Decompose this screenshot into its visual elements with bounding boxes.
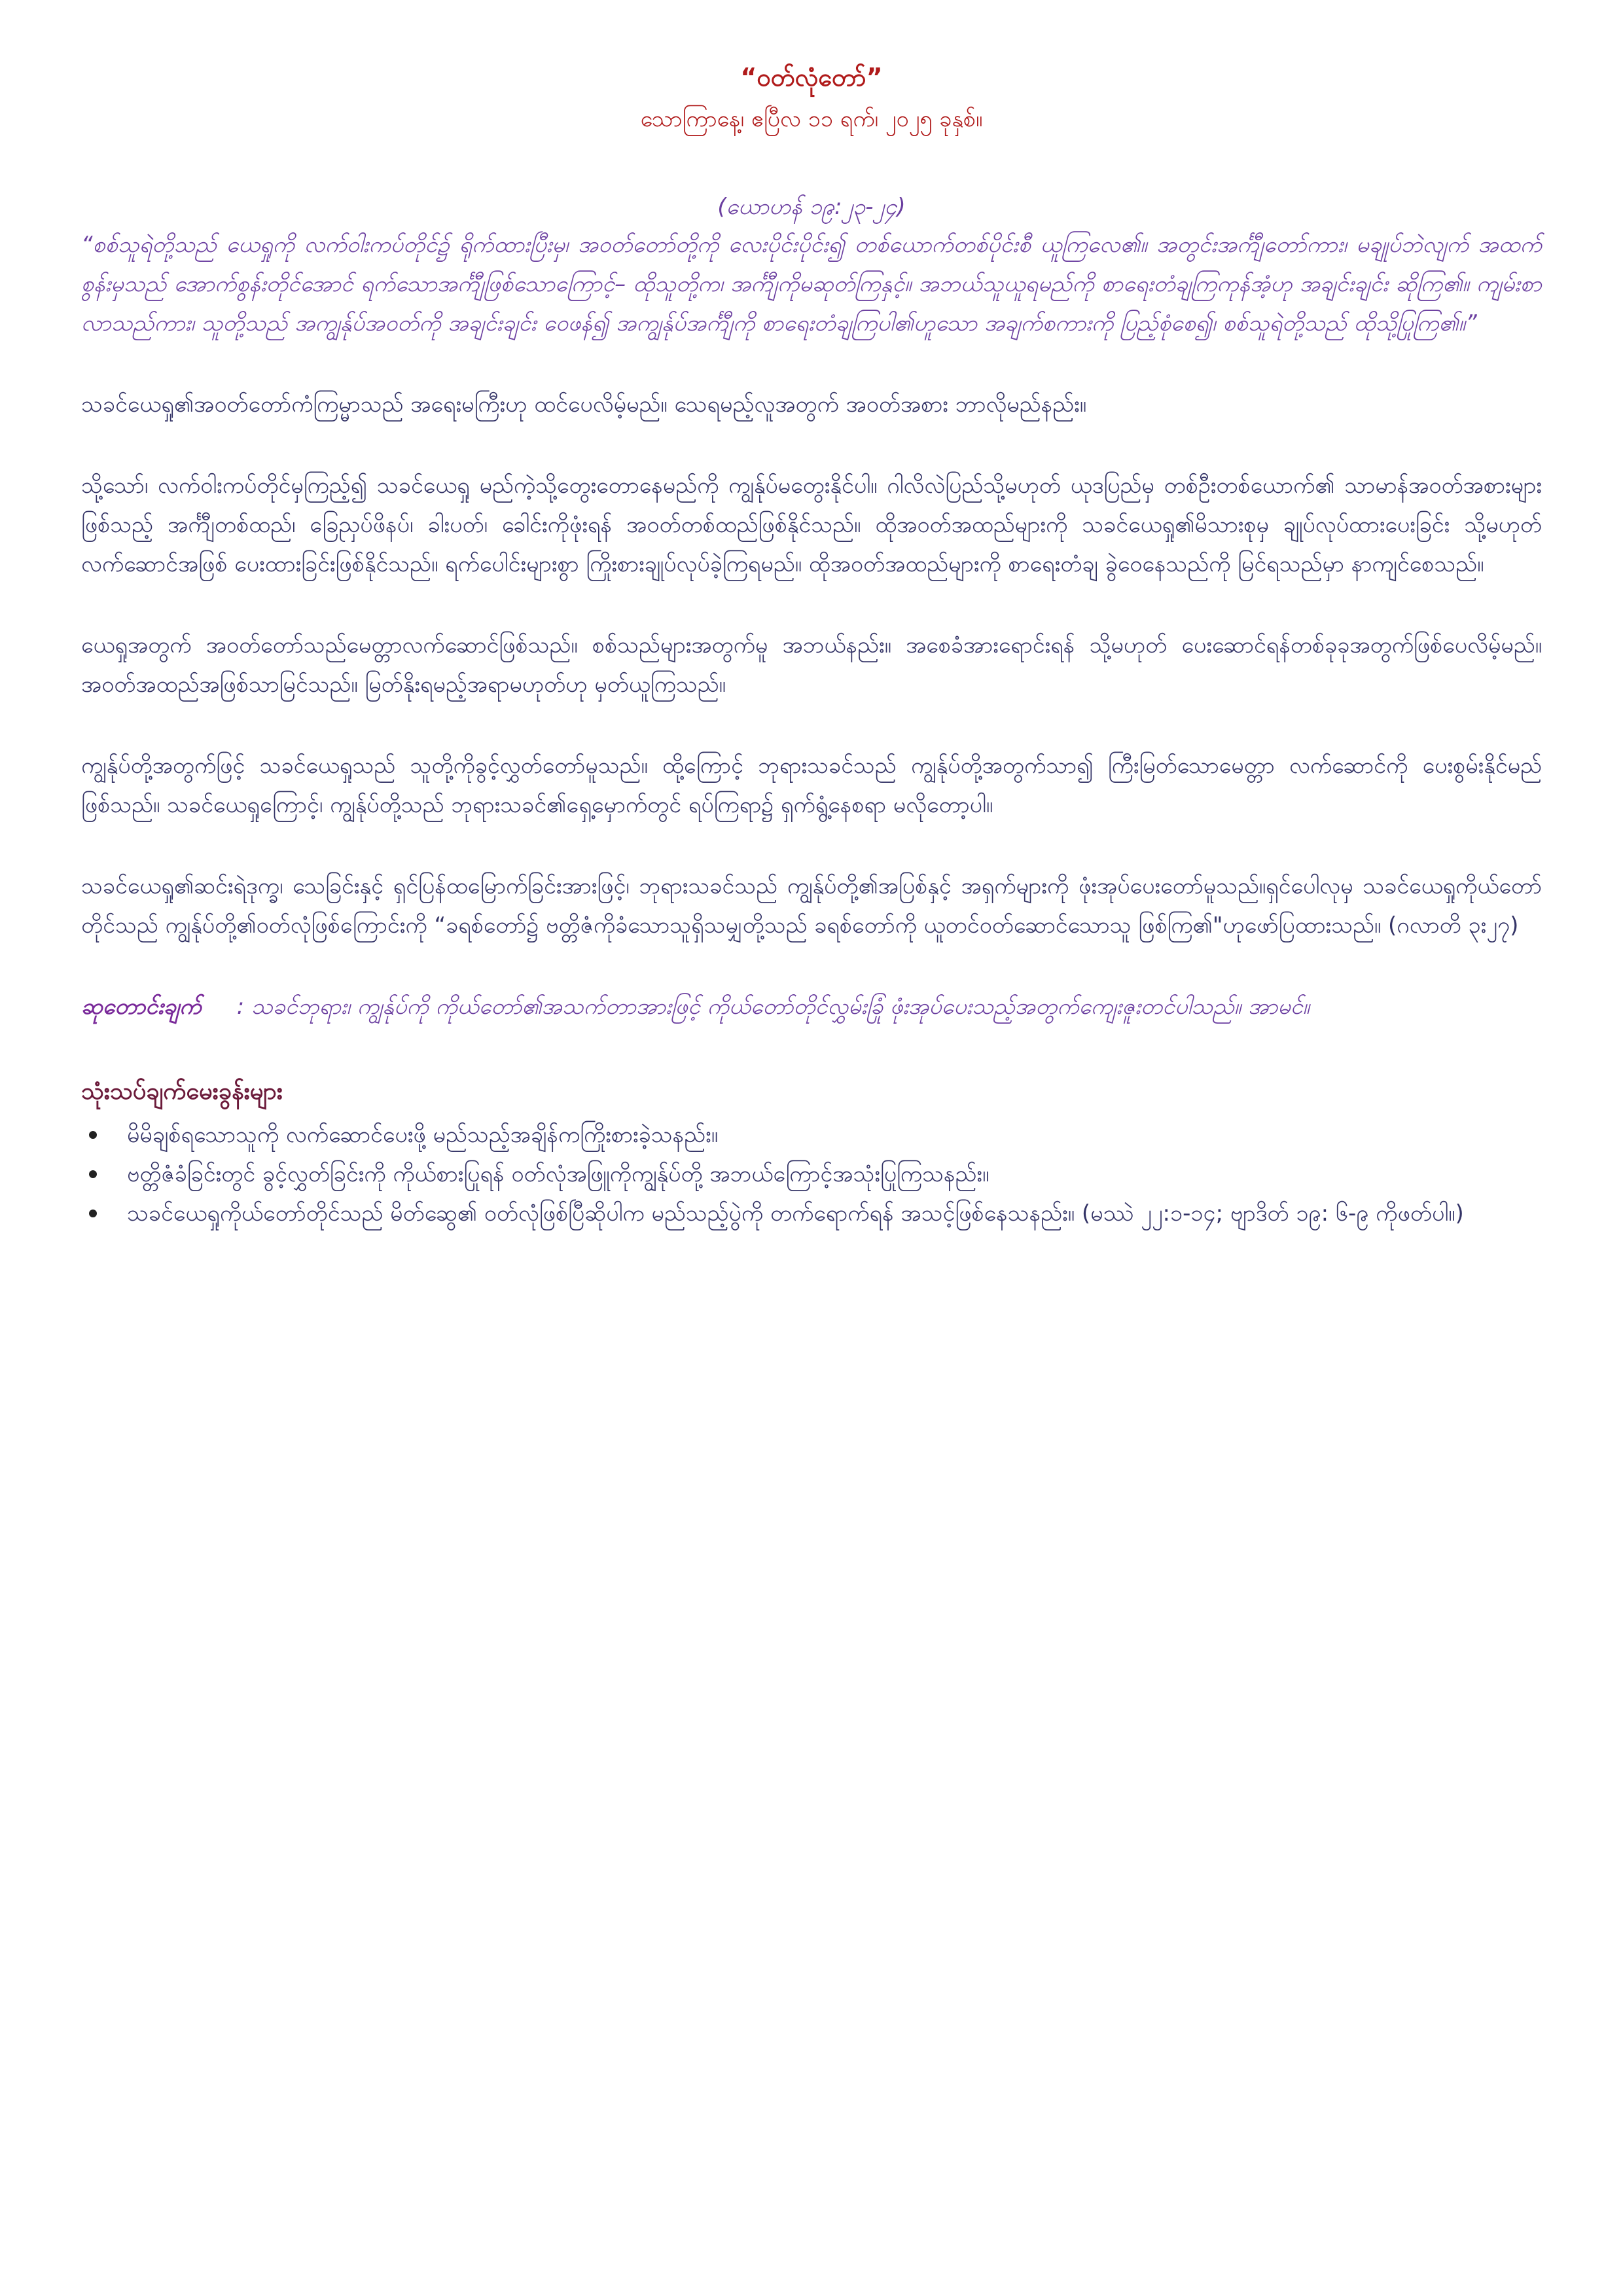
scripture-quote: “စစ်သူရဲတို့သည် ယေရှုကို လက်ဝါးကပ်တိုင်၌ ရိုက်ထားပြီးမှ၊ အဝတ်တော်တို့ကို လေးပိုင်းပိုင်း၍ တစ်ယောက်တစ်ပိုင်းစီ ယူကြလေ၏။ အတွင်းအင်္ကျီတော်ကား၊ မချုပ်ဘဲလျက် အထက်စွန်းမှသည် အောက်စွန်းတိုင်အောင် ရက်သောအင်္ကျီဖြစ်သောကြောင့်– ထိုသူတို့က၊ အင်္ကျီကိုမဆုတ်ကြနှင့်။ အဘယ်သူယူရမည်ကို စာရေးတံချကြကုန်အံ့ဟု အချင်းချင်း ဆိုကြ၏။ ကျမ်းစာလာသည်ကား၊ သူတို့သည် အကျွန်ုပ်အဝတ်ကို အချင်းချင်း ဝေဖန်၍ အကျွန်ုပ်အင်္ကျီကို စာရေးတံချကြပါ၏ဟူသော အချက်စကားကို ပြည့်စုံစေ၍၊ စစ်သူရဲတို့သည် ထိုသို့ပြုကြ၏။” [81,232,1542,336]
prayer-label: ဆုတောင်းချက် [81,994,202,1020]
page-title: “ဝတ်လုံတော်” [740,63,883,92]
paragraph-2: သို့သော်၊ လက်ဝါးကပ်တိုင်မှကြည့်၍ သခင်ယေရှု မည်ကဲ့သို့တွေးတောနေမည်ကို ကျွန်ုပ်မတွေးနိုင်ပါ။ ဂါလိလဲပြည်သို့မဟုတ် ယုဒပြည်မှ တစ်ဦးတစ်ယောက်၏ သာမာန်အဝတ်အစားများဖြစ်သည့် အင်္ကျီတစ်ထည်၊ ခြေညှပ်ဖိနပ်၊ ခါးပတ်၊ ခေါင်းကိုဖုံးရန် အဝတ်တစ်ထည်ဖြစ်နိုင်သည်။ ထိုအဝတ်အထည်များကို သခင်ယေရှု၏မိသားစုမှ ချုပ်လုပ်ထားပေးခြင်း သို့မဟုတ် လက်ဆောင်အဖြစ် ပေးထားခြင်းဖြစ်နိုင်သည်။ ရက်ပေါင်းများစွာ ကြိုးစားချုပ်လုပ်ခဲ့ကြရမည်။ ထိုအဝတ်အထည်များကို စာရေးတံချ ခွဲဝေနေသည်ကို မြင်ရသည်မှာ နာကျင်စေသည်။ [81,473,1542,577]
question-item [81,1194,1542,1233]
paragraph-3: ယေရှုအတွက် အဝတ်တော်သည်မေတ္တာလက်ဆောင်ဖြစ်သည်။ စစ်သည်များအတွက်မူ အဘယ်နည်း။ အစေခံအားရောင်းရန် သို့မဟုတ် ပေးဆောင်ရန်တစ်ခုခုအတွက်ဖြစ်ပေလိမ့်မည်။ အဝတ်အထည်အဖြစ်သာမြင်သည်။ မြတ်နိုးရမည့်အရာမဟုတ်ဟု မှတ်ယူကြသည်။ [81,632,1542,698]
questions-heading: သုံးသပ်ချက်မေးခွန်းများ [81,1078,283,1105]
bullet-icon [89,1170,97,1178]
bullet-icon [89,1131,97,1139]
date-line: သောကြာနေ့၊ ဧပြီလ ၁၁ ရက်၊ ၂၀၂၅ ခုနှစ်။ [640,106,983,132]
question-text: မိမိချစ်ရသောသူကို လက်ဆောင်ပေးဖို့ မည်သည့်အချိန်ကကြိုးစားခဲ့သနည်း။ [127,1122,718,1148]
question-item [81,1115,1542,1155]
prayer [81,987,1542,1026]
prayer-separator: : [236,994,245,1020]
prayer-text: သခင်ဘုရား၊ ကျွန်ုပ်ကို ကိုယ်တော်၏အသက်တာအားဖြင့် ကိုယ်တော်တိုင်လွှမ်းခြုံ ဖုံးအုပ်ပေးသည့်အတွက်ကျေးဇူးတင်ပါသည်။ အာမင်။ [251,994,1310,1020]
question-text: သခင်ယေရှုကိုယ်တော်တိုင်သည် မိတ်ဆွေ၏ ဝတ်လုံဖြစ်ပြီဆိုပါက မည်သည့်ပွဲကို တက်ရောက်ရန် အသင့်ဖြစ်နေသနည်း။ (မဿဲ ၂၂:၁-၁၄; ဗျာဒိတ် ၁၉: ၆-၉ ကိုဖတ်ပါ။) [127,1200,1464,1227]
scripture-reference: (ယောဟန် ၁၉:၂၃-၂၄) [717,194,906,220]
questions-list [81,1115,1542,1233]
devotional-page [81,59,1542,1233]
paragraph-1: သခင်ယေရှု၏အဝတ်တော်ကံကြမ္မာသည် အရေးမကြီးဟု ထင်ပေလိမ့်မည်။ သေရမည့်လူအတွက် အဝတ်အစား ဘာလိုမည်နည်း။ [81,391,1087,418]
paragraph-5: သခင်ယေရှု၏ဆင်းရဲဒုက္ခ၊ သေခြင်းနှင့် ရှင်ပြန်ထမြောက်ခြင်းအားဖြင့်၊ ဘုရားသခင်သည် ကျွန်ုပ်တို့၏အပြစ်နှင့် အရှက်များကို ဖုံးအုပ်ပေးတော်မူသည်။ရှင်ပေါလုမှ သခင်ယေရှုကိုယ်တော်တိုင်သည် ကျွန်ုပ်တို့၏ဝတ်လုံဖြစ်ကြောင်းကို “ခရစ်တော်၌ ဗတ္တိဇံကိုခံသောသူရှိသမျှတို့သည် ခရစ်တော်ကို ယူတင်ဝတ်ဆောင်သောသူ ဖြစ်ကြ၏"ဟုဖော်ပြထားသည်။ (ဂလာတိ ၃း၂၇) [81,873,1542,939]
question-text: ဗတ္တိဇံခံခြင်းတွင် ခွင့်လွှတ်ခြင်းကို ကိုယ်စားပြုရန် ဝတ်လုံအဖြူကိုကျွန်ုပ်တို့ အဘယ်ကြောင့်အသုံးပြုကြသနည်း။ [127,1161,990,1187]
bullet-icon [89,1210,97,1217]
paragraph-4: ကျွန်ုပ်တို့အတွက်ဖြင့် သခင်ယေရှုသည် သူတို့ကိုခွင့်လွှတ်တော်မူသည်။ ထို့ကြောင့် ဘုရားသခင်သည် ကျွန်ုပ်တို့အတွက်သာ၍ ကြီးမြတ်သောမေတ္တာ လက်ဆောင်ကို ပေးစွမ်းနိုင်မည်ဖြစ်သည်။ သခင်ယေရှုကြောင့်၊ ကျွန်ုပ်တို့သည် ဘုရားသခင်၏ရှေ့မှောက်တွင် ရပ်ကြရာ၌ ရှက်ရွံ့နေစရာ မလိုတော့ပါ။ [81,753,1542,818]
question-item [81,1155,1542,1194]
